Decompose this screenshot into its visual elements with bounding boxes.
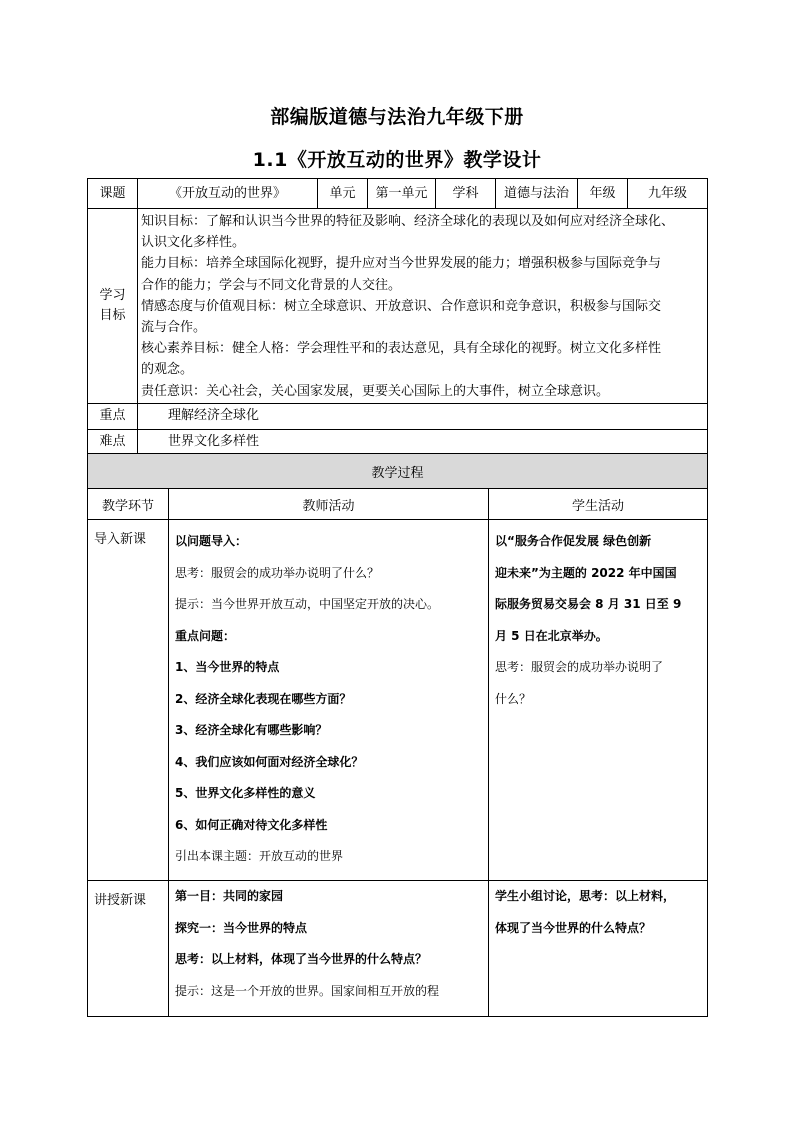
goal-line: 责任意识：关心社会，关心国家发展，更要关心国际上的大事件，树立全球意识。 [141,383,610,399]
difficulty-value: 世界文化多样性 [138,429,708,455]
student-line: 体现了当今世界的什么特点？ [495,920,652,935]
goal-line: 认识文化多样性。 [141,235,246,251]
student-line: 以“服务合作促发展 绿色创新 [495,534,652,548]
key-point-label: 重点 [88,403,138,429]
process-header-row [88,454,708,489]
lead-in-row [88,520,708,881]
teacher-line: 思考：以上材料，体现了当今世界的什么特点？ [175,952,428,966]
grade-value: 九年级 [628,179,708,209]
teacher-line: 第一目：共同的家园 [175,889,284,903]
info-row [88,179,708,209]
topic-value: 《开放互动的世界》 [138,179,318,209]
student-line: 迎未来”为主题的 2022 年中国国 [495,565,677,580]
student-line: 月 5 日在北京举办。 [495,628,608,643]
goal-line: 的观念。 [141,362,194,378]
student-line: 什么？ [495,691,532,706]
goal-line: 情感态度与价值观目标：树立全球意识、开放意识、合作意识和竞争意识，积极参与国际交 [141,298,662,314]
subject-label: 学科 [436,179,496,209]
step-lecture: 讲授新课 [88,881,169,1017]
teacher-line: 2、经济全球化表现在哪些方面？ [175,691,352,706]
goals-content [138,209,708,404]
process-columns-row [88,489,708,520]
student-line: 思考：服贸会的成功举办说明了 [495,660,664,674]
unit-label: 单元 [318,179,368,209]
goal-line: 知识目标：了解和认识当今世界的特征及影响、经济全球化的表现以及如何应对经济全球化、 [141,214,675,229]
key-point-row [88,403,708,429]
teacher-line: 4、我们应该如何面对经济全球化？ [175,754,364,769]
step-lead-in: 导入新课 [88,520,169,881]
difficulty-label: 难点 [88,429,138,455]
student-activity-lecture [489,881,708,1017]
teacher-activity-lecture [169,881,489,1017]
goals-row [88,209,708,404]
teacher-activity-lead-in [169,520,489,881]
key-point-value: 理解经济全球化 [138,403,708,429]
teacher-line: 3、经济全球化有哪些影响？ [175,723,328,737]
teacher-line: 重点问题： [175,628,236,643]
grade-label: 年级 [578,179,628,209]
student-line: 学生小组讨论，思考：以上材料， [495,889,676,903]
difficulty-row [88,429,708,455]
goal-line: 合作的能力；学会与不同文化背景的人交往。 [141,277,402,293]
process-header: 教学过程 [88,454,708,489]
unit-value: 第一单元 [368,179,436,209]
teacher-line: 1、当今世界的特点 [175,660,280,674]
goal-line: 能力目标：培养全球国际化视野，提升应对当今世界发展的能力；增强积极参与国际竞争与 [141,256,662,272]
teacher-line: 6、如何正确对待文化多样性 [175,817,328,832]
goal-line: 流与合作。 [141,320,207,336]
col-teacher-header: 教师活动 [169,489,489,520]
topic-label: 课题 [88,179,138,209]
goals-label: 学习 目标 [88,209,138,404]
student-line: 际服务贸易交易会 8 月 31 日至 9 [495,597,682,611]
teacher-line: 引出本课主题：开放互动的世界 [175,849,344,863]
teacher-line: 思考：服贸会的成功举办说明了什么？ [175,565,380,580]
lecture-row [88,881,708,1017]
teacher-line: 探究一：当今世界的特点 [175,920,308,935]
student-activity-lead-in [489,520,708,881]
info-table [87,178,708,456]
teacher-line: 5、世界文化多样性的意义 [175,786,316,800]
col-step-header: 教学环节 [88,489,169,520]
teacher-line: 提示：当今世界开放互动，中国坚定开放的决心。 [175,597,440,611]
goal-line: 核心素养目标：健全人格：学会理性平和的表达意见，具有全球化的视野。树立文化多样性 [141,341,662,357]
col-student-header: 学生活动 [489,489,708,520]
process-table [87,453,708,1017]
teacher-line: 以问题导入： [175,534,248,548]
document-subtitle: 1.1《开放互动的世界》教学设计 [252,149,542,171]
subject-value: 道德与法治 [496,179,578,209]
teacher-line: 提示：这是一个开放的世界。国家间相互开放的程 [175,983,440,998]
document-title: 部编版道德与法治九年级下册 [270,106,524,128]
